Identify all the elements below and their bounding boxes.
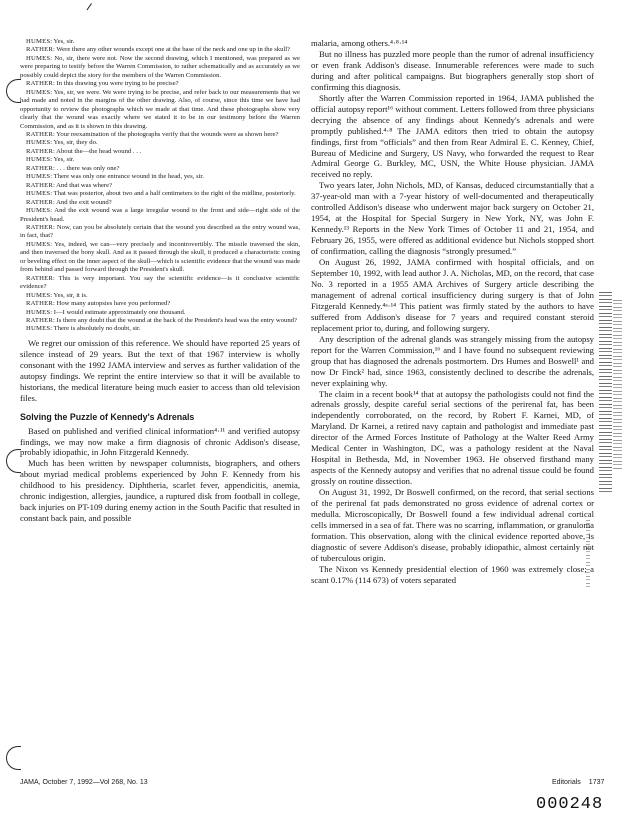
punch-hole-mark: [6, 746, 21, 770]
section-label: Editorials: [552, 779, 581, 786]
interview-line: RATHER: How many autopsies have you performed?: [26, 300, 171, 308]
interview-line: HUMES: Yes, sir, they do.: [26, 139, 98, 147]
left-section-text: [20, 426, 300, 525]
left-column: [20, 38, 300, 524]
body-paragraph: The Nixon vs Kennedy presidential election of 1960 was extremely close; a scant 0.17% (114 673) of voters separated: [311, 563, 594, 585]
interview-line: HUMES: Yes, sir, it is.: [26, 291, 88, 299]
punch-hole-mark: [6, 449, 21, 473]
journal-citation: JAMA, October 7, 1992—Vol 268, No. 13: [20, 779, 148, 786]
scan-artifact: [599, 292, 612, 492]
interview-line: HUMES: There is absolutely no doubt, sir.: [26, 325, 141, 333]
interview-line: RATHER: Your reexamination of the photographs verify that the wounds were as shown here?: [26, 130, 279, 138]
body-paragraph: The claim in a recent book¹⁴ that at autopsy the pathologists could not find the adrenals grossly, despite careful serial sections of the perirenal fat, has been independently corroborated, on the record, by Robert F. Karnei, MD, of Maryland. Dr Karnei, a retired navy captain and pathologist and immediate past director of the Armed Forces Institute of Pathology at the Walter Reed Army Medical Center in Washington, DC, was a pathology resident at the Naval Hospital in Bethesda, Md, in November 1963. He observed firsthand many aspects of the Kennedy autopsy and verifies that no adrenal tissue could be found grossly on routine dissection.: [311, 388, 594, 487]
interview-line: RATHER: In this drawing you were trying to be precise?: [26, 80, 179, 88]
page-number: 1737: [588, 779, 605, 786]
body-paragraph: But no illness has puzzled more people than the rumor of adrenal insufficiency or even frank Addison's disease. Innumerable references were made to such during and after political campaigns. But biographers generally stop short of confirming this diagnosis.: [311, 48, 594, 92]
body-paragraph: Shortly after the Warren Commission reported in 1964, JAMA published the official autopsy report¹⁶ without comment. Letters followed from three physicians decrying the absence of any findings about Kennedy's adrenals and were promptly published.⁴·⁸ The JAMA editors then tried to obtain the autopsy findings, first from “officials” and then from Rear Admiral E. C. Kenney, Chief, Bureau of Medicine and Surgery, US Navy, who forwarded the request to Rear Admiral George G. Burkley, MC, USN, the White House physician. JAMA received no reply.: [311, 92, 594, 180]
interview-line: RATHER: And that was where?: [26, 181, 113, 189]
body-paragraph: On August 26, 1992, JAMA confirmed with hospital officials, and on September 10, 1992, with lead author J. A. Nicholas, MD, on the record, that case No. 3 reported in a 1955 AMA Archives of Surgery article describing the management of adrenal cortical insufficiency during surgery is that of John Fitzgerald Kennedy.⁴ᵃ·¹⁴ This patient was firmly stated by the authors to have suffered from Addison's disease for 7 years and required constant steroid replacement prior to, during, and following surgery.: [311, 257, 594, 333]
interview-line: HUMES: I—I would estimate approximately one thousand.: [26, 308, 186, 316]
body-paragraph: Much has been written by newspaper columnists, biographers, and others about myriad medical problems experienced by John F. Kennedy from his childhood to his presidency. Diphtheria, scarlet fever, appendicitis, anemia, chronic indigestion, allergies, jaundice, a ruptured disk from football in college, back injuries on PT-109 during enemy action in the South Pacific that resulted in constant back pain, and possible: [20, 458, 300, 524]
right-column: [311, 38, 594, 586]
interview-line: RATHER: This is very important. You say the scientific evidence—is it conclusive scientific evidence?: [20, 274, 300, 291]
interview-line: HUMES: That was posterior, about two and a half centimeters to the right of the midline, posteriorly.: [26, 190, 296, 198]
interview-line: HUMES: Yes, sir.: [26, 38, 75, 45]
body-paragraph: malaria, among others.⁴·⁸·¹⁴: [311, 38, 408, 48]
interview-line: HUMES: Yes, sir, we were. We were trying to be precise, and refer back to our measurements that we had made and noted in the margins of the other drawing. Also, of course, since this time we have had opportunity to review the photographs which we made at that time. And these photographs show very clearly that the wound was exactly where we stated it to be in our testimony before the Warren Commission, and as it is shown in this drawing.: [20, 88, 300, 130]
pen-tick-mark: [87, 3, 99, 15]
section-heading: Solving the Puzzle of Kennedy's Adrenals: [20, 411, 195, 422]
interview-transcript: [20, 38, 300, 334]
interview-line: HUMES: No, sir, there were not. Now the second drawing, which I mentioned, was prepared as we were preparing to testify before the Warren Commission, to rather schematically and as accurately as we possibly could depict the story for the members of the Warren Commission.: [20, 54, 300, 79]
body-paragraph: On August 31, 1992, Dr Boswell confirmed, on the record, that serial sections of the perirenal fat pads demonstrated no gross evidence of adrenal cortex or medulla. Microscopically, Dr Boswell found a few individual adrenal cortical cells immersed in a sea of fat. There was no scarring, inflammation, or granuloma formation. This observation, along with the clinical evidence reported above, is diagnostic of severe Addison's disease, probably idiopathic, almost certainly not of tuberculous origin.: [311, 487, 594, 563]
footer-right: [552, 779, 604, 786]
body-paragraph: We regret our omission of this reference. We should have reported 25 years of silence instead of 29 years. But the text of that 1967 interview is wholly consonant with the 1992 JAMA interview and serves as further validation of the autopsy findings. We reprint the entire interview so that it will be available to historians, the medical literature being much easier to access than old television files.: [20, 337, 300, 403]
scan-artifact: [613, 300, 622, 470]
interview-line: RATHER: Were there any other wounds except one at the base of the neck and one up in the skull?: [26, 46, 291, 54]
interview-line: RATHER: Is there any doubt that the wound at the back of the President's head was the entry wound?: [26, 316, 297, 324]
interview-line: RATHER: . . . there was only one?: [26, 164, 120, 172]
interview-line: RATHER: And the exit wound?: [26, 198, 112, 206]
left-body-text: [20, 338, 300, 404]
interview-line: RATHER: Now, can you be absolutely certain that the wound you described as the entry wound was, in fact, that?: [20, 223, 300, 240]
body-paragraph: Two years later, John Nichols, MD, of Kansas, deduced circumstantially that a 37-year-old man with a 7-year history of well-documented and therapeutically controlled Addison's disease who underwent major back surgery on October 21, 1954, at the Hospital for Special Surgery in New York, NY, was John F. Kennedy.¹³ Reports in the New York Times of October 11 and 21, 1954, and February 26, 1955, were offered as additional evidence but Nichols stopped short of confirmation, calling the diagnosis “strongly presumed.”: [311, 180, 594, 257]
punch-hole-mark: [6, 79, 21, 103]
body-paragraph: Any description of the adrenal glands was strangely missing from the autopsy report for the Warren Commission,¹⁶ and I have found no subsequent reviewing group that has diagnosed the adrenals postmortem. Drs Humes and Boswell¹ and now Dr Finck² had, since 1963, consistently declined to describe the adrenals, never explaining why.: [311, 333, 594, 388]
interview-line: HUMES: Yes, indeed, we can—very precisely and incontrovertibly. The missile traversed the skin, and then traversed the bony skull. And as it passed through the skull, it produced a characteristic coning or beveling effect on the inner aspect of the skull—which is scientific evidence that the wound was made from behind and passed forward through the President's skull.: [20, 240, 300, 274]
bates-stamp: 000248: [536, 795, 604, 814]
interview-line: HUMES: And the exit wound was a large irregular wound to the front and side—right side of the President's head.: [20, 207, 300, 223]
interview-line: HUMES: Yes, sir.: [26, 156, 75, 164]
interview-line: HUMES: There was only one entrance wound in the head, yes, sir.: [26, 173, 204, 181]
body-paragraph: Based on published and verified clinical information⁴·¹¹ and verified autopsy findings, we may now make a firm diagnosis of chronic Addison's disease, probably idiopathic, in John Fitzgerald Kennedy.: [20, 425, 300, 458]
interview-line: RATHER: About the—the head wound . . .: [26, 147, 142, 155]
